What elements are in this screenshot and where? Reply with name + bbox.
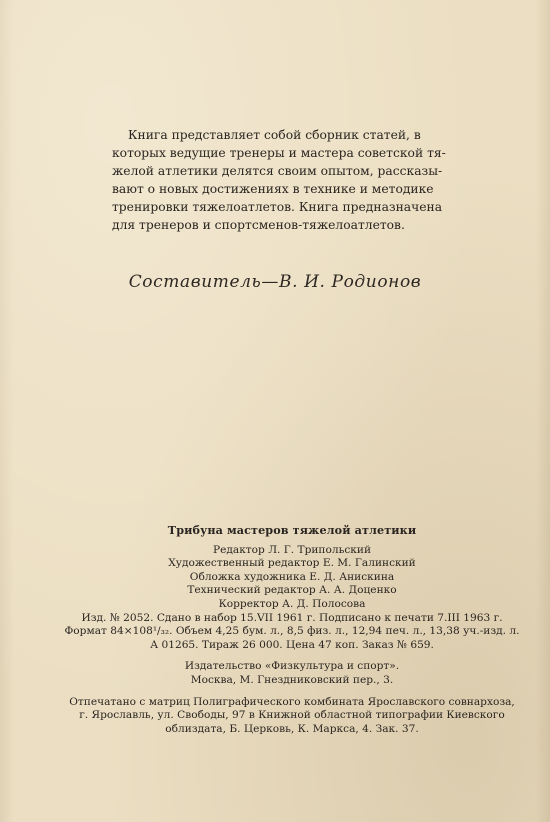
printer-line: г. Ярославль, ул. Свободы, 97 в Книжной областной типографии Киевского: [79, 709, 505, 722]
abstract-line: для тренеров и спортсменов-тяжелоатлетов.: [112, 218, 405, 232]
colophon-editor: Редактор Л. Г. Трипольский: [212, 543, 372, 556]
publisher-name: Издательство «Физкультура и спорт».: [184, 660, 400, 673]
colophon: [34, 524, 550, 736]
compiler-credit: Составитель—В. И. Родионов: [128, 272, 422, 292]
colophon-cover-artist: Обложка художника Е. Д. Анискина: [189, 570, 395, 583]
print-details-line: А 01265. Тираж 26 000. Цена 47 коп. Заказ № 659.: [150, 638, 434, 651]
abstract-line: которых ведущие тренеры и мастера советской тя-: [112, 146, 446, 160]
abstract-line: тренировки тяжелоатлетов. Книга предназначена: [112, 200, 443, 214]
colophon-tech-editor: Технический редактор А. А. Доценко: [187, 584, 397, 597]
abstract-line: вают о новых достижениях в технике и методике: [112, 182, 434, 196]
colophon-proofreader: Корректор А. Д. Полосова: [218, 597, 366, 610]
publisher-address: Москва, М. Гнездниковский пер., 3.: [190, 673, 394, 686]
print-details-line: Формат 84×108¹/₃₂. Объем 4,25 бум. л., 8,5 физ. л., 12,94 печ. л., 13,38 уч.-изд. л.: [64, 625, 520, 638]
book-abstract: [112, 126, 466, 234]
printer-line: Отпечатано с матриц Полиграфического комбината Ярославского совнархоза,: [69, 695, 515, 708]
printer-line: облиздата, Б. Церковь, К. Маркса, 4. Зак. 37.: [165, 722, 419, 735]
abstract-line: желой атлетики делятся своим опытом, рассказы-: [112, 164, 443, 178]
abstract-line: Книга представляет собой сборник статей, в: [128, 128, 421, 142]
print-details-line: Изд. № 2052. Сдано в набор 15.VII 1961 г. Подписано к печати 7.III 1963 г.: [81, 611, 503, 624]
colophon-art-editor: Художественный редактор Е. М. Галинский: [168, 557, 416, 570]
colophon-title: Трибуна мастеров тяжелой атлетики: [167, 523, 417, 537]
